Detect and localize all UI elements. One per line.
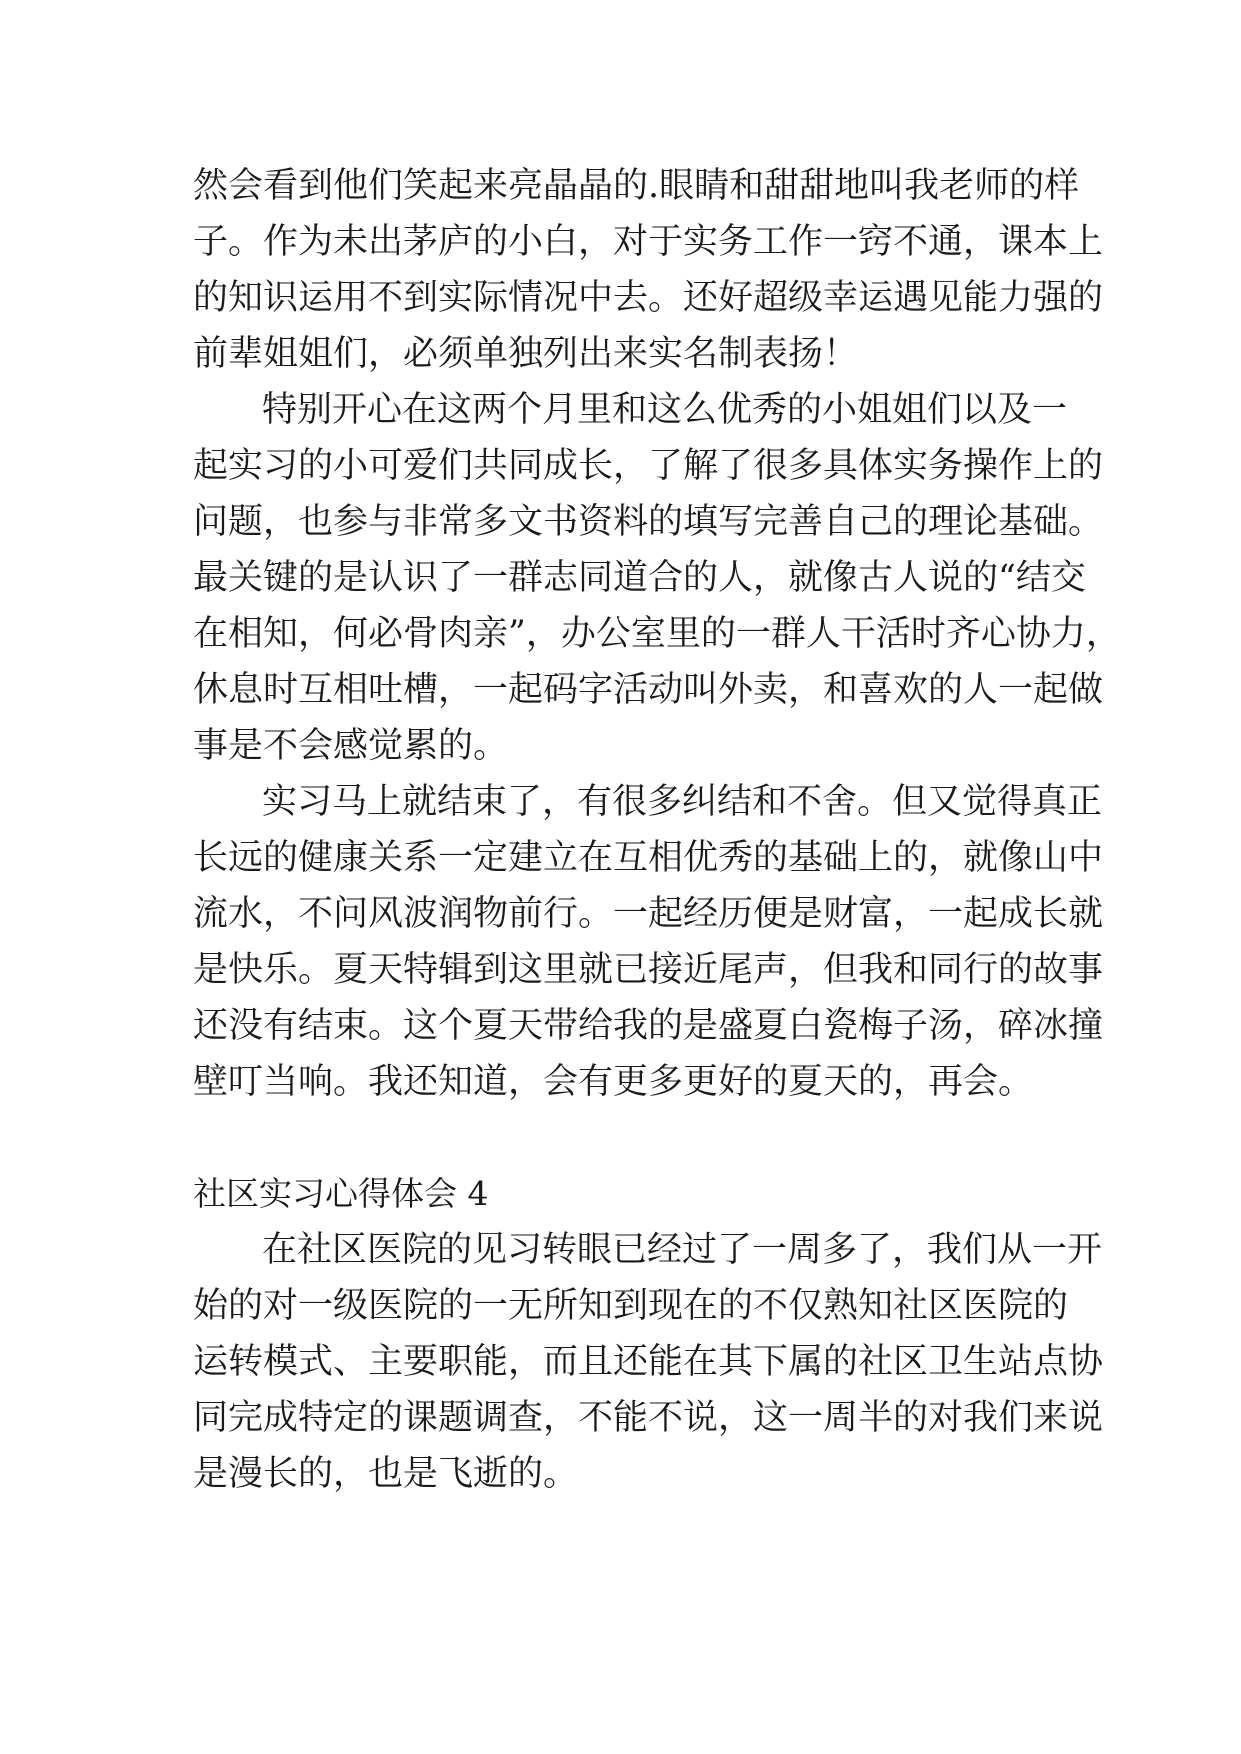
body-text-line: 前辈姐姐们，必须单独列出来实名制表扬！: [193, 334, 859, 374]
body-text-line: 运转模式、主要职能，而且还能在其下属的社区卫生站点协: [193, 1342, 1104, 1382]
body-text-line: 休息时互相吐槽，一起码字活动叫外卖，和喜欢的人一起做: [193, 670, 1104, 710]
paragraph-first-line: 实习马上就结束了，有很多纠结和不舍。但又觉得真正: [262, 782, 1103, 822]
body-text-line: 事是不会感觉累的。: [193, 726, 509, 766]
body-text-line: 最关键的是认识了一群志同道合的人，就像古人说的“结交: [193, 558, 1086, 598]
body-text-line: 长远的健康关系一定建立在互相优秀的基础上的，就像山中: [193, 838, 1104, 878]
paragraph-first-line: 在社区医院的见习转眼已经过了一周多了，我们从一开: [262, 1230, 1103, 1270]
body-text-line: 同完成特定的课题调查，不能不说，这一周半的对我们来说: [193, 1398, 1104, 1438]
paragraph-first-line: 特别开心在这两个月里和这么优秀的小姐姐们以及一: [262, 390, 1068, 430]
body-text-line: 是快乐。夏天特辑到这里就已接近尾声，但我和同行的故事: [193, 950, 1104, 990]
body-text-line: 问题，也参与非常多文书资料的填写完善自己的理论基础。: [193, 502, 1104, 542]
body-text-line: 起实习的小可爱们共同成长，了解了很多具体实务操作上的: [193, 446, 1104, 486]
body-text-line: 子。作为未出茅庐的小白，对于实务工作一窍不通，课本上: [193, 222, 1104, 262]
section-heading: 社区实习心得体会 4: [193, 1174, 489, 1213]
body-text-line: 还没有结束。这个夏天带给我的是盛夏白瓷梅子汤，碎冰撞: [193, 1006, 1104, 1046]
body-text-line: 始的对一级医院的一无所知到现在的不仅熟知社区医院的: [193, 1286, 1069, 1326]
body-text-line: 是漫长的，也是飞逝的。: [193, 1454, 579, 1494]
body-text-line: 流水，不问风波润物前行。一起经历便是财富，一起成长就: [193, 894, 1104, 934]
body-text-line: 的知识运用不到实际情况中去。还好超级幸运遇见能力强的: [193, 278, 1104, 318]
body-text-line: 在相知，何必骨肉亲”，办公室里的一群人干活时齐心协力，: [193, 614, 1121, 654]
body-text-line: 壁叮当响。我还知道，会有更多更好的夏天的，再会。: [193, 1062, 1034, 1102]
body-text-line: 然会看到他们笑起来亮晶晶的.眼睛和甜甜地叫我老师的样: [193, 166, 1080, 206]
